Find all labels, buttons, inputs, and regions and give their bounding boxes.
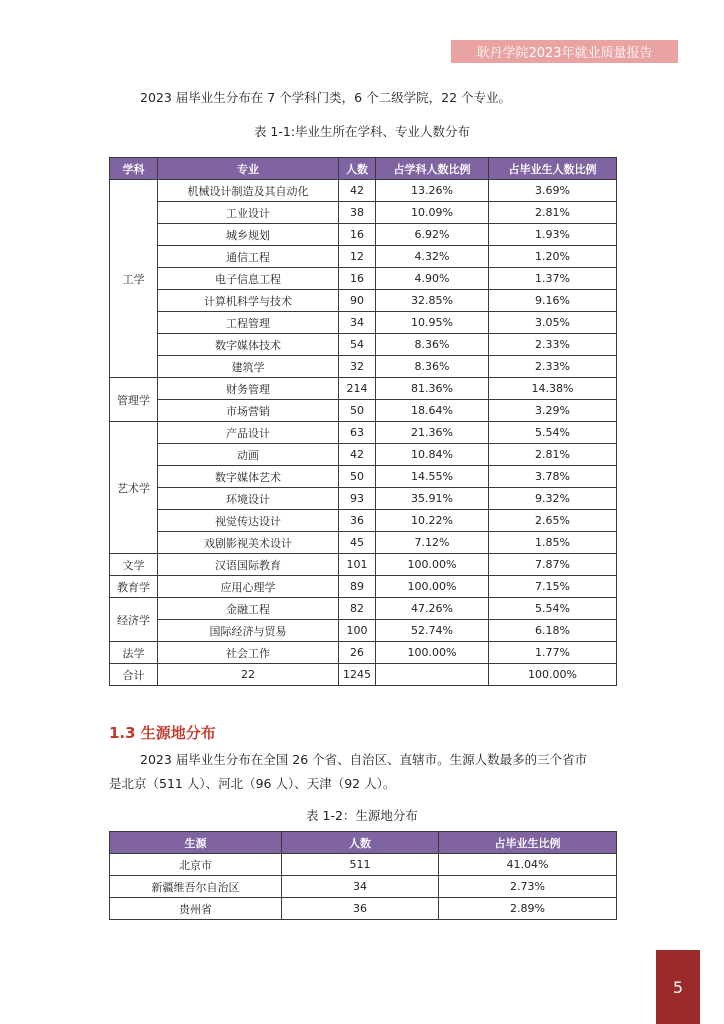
table2-row [110,876,617,898]
subject-ratio-cell: 7.12% [376,532,489,554]
origin-paragraph-line: 是北京（511 人）、河北（96 人）、天津（92 人）。 [109,776,396,791]
major-cell: 环境设计 [158,488,339,510]
graduate-ratio-cell: 5.54% [489,598,617,620]
subject-ratio-cell: 100.00% [376,642,489,664]
table1-row [110,510,617,532]
subject-cell: 管理学 [110,378,158,422]
graduate-ratio-cell: 3.05% [489,312,617,334]
origin-cell: 贵州省 [110,898,282,920]
graduate-ratio-cell: 2.65% [489,510,617,532]
origin-paragraph [109,748,617,796]
subject-ratio-cell: 100.00% [376,554,489,576]
count-cell: 63 [339,422,376,444]
table1-row [110,246,617,268]
origin-paragraph-line: 2023 届毕业生分布在全国 26 个省、自治区、直辖市。生源人数最多的三个省市 [140,752,588,767]
graduate-ratio-cell: 3.29% [489,400,617,422]
origin-count-cell: 36 [282,898,439,920]
count-cell: 90 [339,290,376,312]
total-cell [376,664,489,686]
major-cell: 戏剧影视美术设计 [158,532,339,554]
origin-distribution-table [109,831,617,920]
table1-row [110,598,617,620]
table1-row [110,356,617,378]
page-number: 5 [656,950,700,1024]
graduate-ratio-cell: 14.38% [489,378,617,400]
major-cell: 数字媒体艺术 [158,466,339,488]
origin-cell: 新疆维吾尔自治区 [110,876,282,898]
table1-row [110,334,617,356]
subject-ratio-cell: 4.90% [376,268,489,290]
subject-ratio-cell: 10.09% [376,202,489,224]
major-cell: 汉语国际教育 [158,554,339,576]
major-cell: 应用心理学 [158,576,339,598]
count-cell: 42 [339,444,376,466]
graduate-ratio-cell: 1.37% [489,268,617,290]
subject-ratio-cell: 32.85% [376,290,489,312]
graduate-ratio-cell: 2.33% [489,334,617,356]
graduate-ratio-cell: 1.85% [489,532,617,554]
subject-cell: 经济学 [110,598,158,642]
graduate-ratio-cell: 5.54% [489,422,617,444]
subject-ratio-cell: 8.36% [376,356,489,378]
section-title: 1.3 生源地分布 [109,724,216,742]
major-cell: 社会工作 [158,642,339,664]
total-cell: 1245 [339,664,376,686]
report-header-banner: 耿丹学院2023年就业质量报告 [451,40,678,63]
major-cell: 工程管理 [158,312,339,334]
subject-ratio-cell: 18.64% [376,400,489,422]
count-cell: 50 [339,466,376,488]
subject-cell: 艺术学 [110,422,158,554]
count-cell: 100 [339,620,376,642]
table1-header-cell: 人数 [339,158,376,180]
table2-row [110,898,617,920]
major-distribution-table [109,157,617,686]
count-cell: 38 [339,202,376,224]
table1-header-cell: 占毕业生人数比例 [489,158,617,180]
table2-header-row [110,832,617,854]
graduate-ratio-cell: 1.20% [489,246,617,268]
major-cell: 电子信息工程 [158,268,339,290]
table1-row [110,378,617,400]
origin-ratio-cell: 2.89% [439,898,617,920]
graduate-ratio-cell: 1.93% [489,224,617,246]
graduate-ratio-cell: 2.33% [489,356,617,378]
subject-ratio-cell: 10.84% [376,444,489,466]
count-cell: 16 [339,268,376,290]
count-cell: 32 [339,356,376,378]
table1-row [110,290,617,312]
count-cell: 93 [339,488,376,510]
count-cell: 50 [339,400,376,422]
table1-row [110,400,617,422]
table1-row [110,180,617,202]
table1-caption: 表 1-1:毕业生所在学科、专业人数分布 [253,124,471,139]
major-cell: 建筑学 [158,356,339,378]
table1-row [110,554,617,576]
major-cell: 通信工程 [158,246,339,268]
count-cell: 82 [339,598,376,620]
table1-header-cell: 占学科人数比例 [376,158,489,180]
count-cell: 42 [339,180,376,202]
table1-row [110,488,617,510]
subject-cell: 法学 [110,642,158,664]
subject-ratio-cell: 100.00% [376,576,489,598]
origin-count-cell: 511 [282,854,439,876]
total-cell: 100.00% [489,664,617,686]
subject-ratio-cell: 14.55% [376,466,489,488]
table1-total-row [110,664,617,686]
subject-cell: 文学 [110,554,158,576]
subject-ratio-cell: 13.26% [376,180,489,202]
table1-row [110,312,617,334]
origin-cell: 北京市 [110,854,282,876]
subject-ratio-cell: 35.91% [376,488,489,510]
table2-caption: 表 1-2：生源地分布 [306,808,418,823]
table2-row [110,854,617,876]
subject-ratio-cell: 21.36% [376,422,489,444]
subject-ratio-cell: 10.95% [376,312,489,334]
graduate-ratio-cell: 9.16% [489,290,617,312]
subject-cell: 教育学 [110,576,158,598]
origin-ratio-cell: 2.73% [439,876,617,898]
major-cell: 机械设计制造及其自动化 [158,180,339,202]
count-cell: 34 [339,312,376,334]
table1-row [110,466,617,488]
major-cell: 计算机科学与技术 [158,290,339,312]
major-cell: 金融工程 [158,598,339,620]
count-cell: 54 [339,334,376,356]
subject-ratio-cell: 81.36% [376,378,489,400]
subject-ratio-cell: 8.36% [376,334,489,356]
subject-ratio-cell: 52.74% [376,620,489,642]
table1-row [110,444,617,466]
intro-text: 2023 届毕业生分布在 7 个学科门类，6 个二级学院，22 个专业。 [140,90,511,105]
subject-ratio-cell: 10.22% [376,510,489,532]
count-cell: 36 [339,510,376,532]
subject-ratio-cell: 4.32% [376,246,489,268]
count-cell: 45 [339,532,376,554]
subject-ratio-cell: 47.26% [376,598,489,620]
table2-header-cell: 占毕业生比例 [439,832,617,854]
table1-header-cell: 学科 [110,158,158,180]
major-cell: 视觉传达设计 [158,510,339,532]
table1-row [110,620,617,642]
count-cell: 26 [339,642,376,664]
count-cell: 101 [339,554,376,576]
table1-row [110,532,617,554]
graduate-ratio-cell: 2.81% [489,202,617,224]
table1-row [110,576,617,598]
graduate-ratio-cell: 1.77% [489,642,617,664]
table1-row [110,422,617,444]
subject-ratio-cell: 6.92% [376,224,489,246]
origin-ratio-cell: 41.04% [439,854,617,876]
major-cell: 国际经济与贸易 [158,620,339,642]
origin-count-cell: 34 [282,876,439,898]
graduate-ratio-cell: 3.78% [489,466,617,488]
table2-header-cell: 生源 [110,832,282,854]
major-cell: 城乡规划 [158,224,339,246]
graduate-ratio-cell: 7.87% [489,554,617,576]
table1-header-cell: 专业 [158,158,339,180]
count-cell: 89 [339,576,376,598]
count-cell: 16 [339,224,376,246]
count-cell: 214 [339,378,376,400]
table2-header-cell: 人数 [282,832,439,854]
subject-cell: 工学 [110,180,158,378]
table1-row [110,224,617,246]
graduate-ratio-cell: 6.18% [489,620,617,642]
major-cell: 市场营销 [158,400,339,422]
major-cell: 动画 [158,444,339,466]
total-cell: 22 [158,664,339,686]
major-cell: 财务管理 [158,378,339,400]
count-cell: 12 [339,246,376,268]
major-cell: 产品设计 [158,422,339,444]
graduate-ratio-cell: 2.81% [489,444,617,466]
table1-row [110,268,617,290]
major-cell: 数字媒体技术 [158,334,339,356]
graduate-ratio-cell: 7.15% [489,576,617,598]
table1-row [110,202,617,224]
major-cell: 工业设计 [158,202,339,224]
table1-row [110,642,617,664]
table1-header-row [110,158,617,180]
graduate-ratio-cell: 3.69% [489,180,617,202]
graduate-ratio-cell: 9.32% [489,488,617,510]
total-cell: 合计 [110,664,158,686]
